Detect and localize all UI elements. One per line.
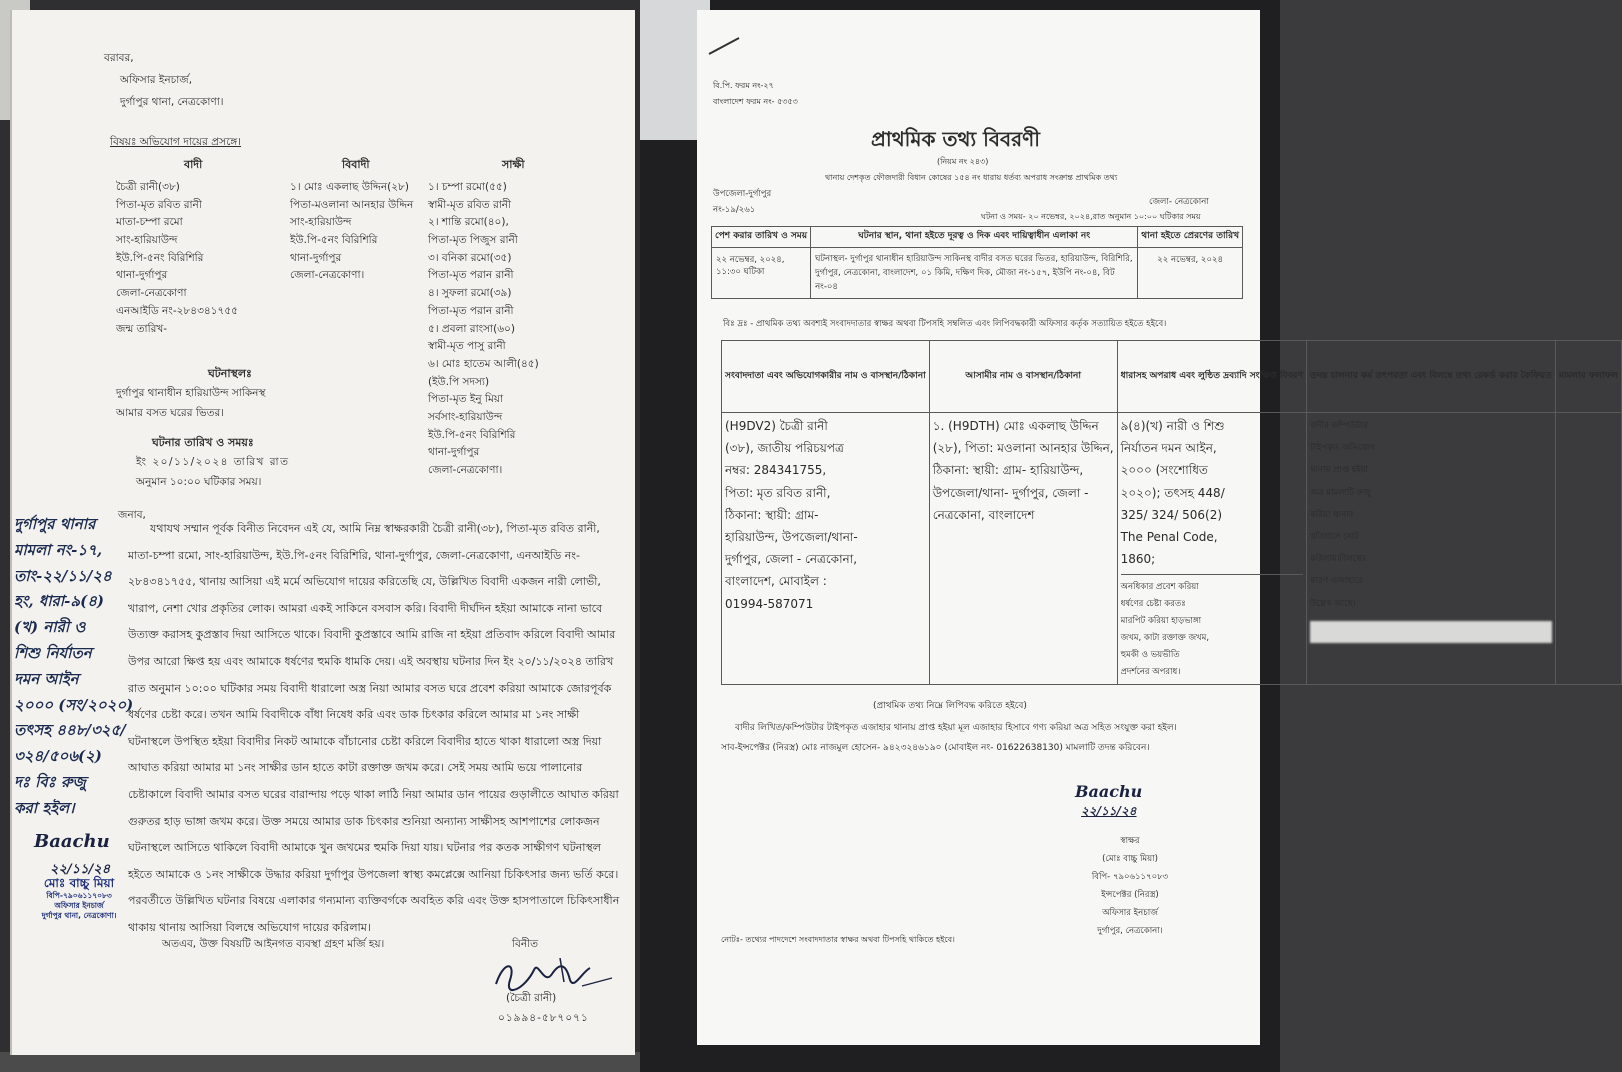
fir-page	[697, 10, 1618, 1045]
sakkhi-line: ইউ.পি-৫নং বিরিশিরি	[428, 428, 516, 441]
binito-label: বিনীত	[512, 938, 538, 950]
action-line: বাদীর কম্পিউটার	[1309, 421, 1369, 431]
offence-line: ধর্ষণের চেষ্টা করতঃ	[1120, 599, 1186, 610]
case-note-line: (খ) নারী ও	[14, 618, 86, 637]
offence-line: 325/ 324/ 506(2)	[1120, 507, 1223, 522]
table-header-cell: পেশ করার তারিখ ও সময়	[712, 227, 811, 248]
sakkhi-line: পিতা-মৃত পিজুস রানী	[428, 234, 518, 247]
after-table-note: (প্রাথমিক তথ্য নিম্নে লিপিবদ্ধ করিতে হইবে)	[873, 701, 1027, 711]
sakkhi-line: (ইউ.পি সদস্য)	[428, 375, 490, 388]
sakkhi-line: ৩। বনিকা রমো(৩৫)	[428, 251, 512, 264]
zila-label: জেলা- নেত্রকোনা	[1149, 197, 1209, 207]
sakkhi-line: ৫। প্রবলা রাংসা(৬০)	[428, 322, 515, 335]
case-note-line: তৎসহ ৪৪৮/৩২৫/	[14, 721, 126, 740]
ghotonasthol-label: ঘটনাস্থলঃ	[208, 367, 252, 380]
table-header-cell: সংবাদদাতা এবং অভিযোগকারীর নাম ও বাসস্থান/ঠিকানা	[722, 341, 930, 413]
closing-line: অতএব, উক্ত বিষয়টি আইনগত ব্যবস্থা গ্রহণ মর্জি হয়।	[162, 938, 385, 950]
informant-line: 01994-587071	[725, 596, 814, 611]
body-line: আঘাত করিয়া আমার মা ১নং সাক্ষীর ডান হাতে কাটা রক্তাক্ত জখম করে। সেই সময় আমি ভয়ে পালানোর	[128, 761, 583, 775]
offence-line: জখম, কাটা রক্তাক্ত জখম,	[1120, 633, 1210, 644]
case-number: নং-১৯/২৬১	[713, 205, 756, 215]
complaint-body	[128, 520, 619, 946]
badi-line: থানা-দুর্গাপুর	[116, 269, 168, 282]
informant-line: হারিয়াউন্দ, উপজেলা/থানা-	[725, 530, 858, 545]
offence-line: হুমকী ও ভয়ভীতি	[1120, 650, 1180, 661]
informant-line: দুর্গাপুর, জেলা - নেত্রকোনা,	[725, 552, 858, 567]
sakkhi-line: পিতা-মৃত পরান রানী	[428, 269, 514, 282]
sakkhi-line: ৪। সুফলা রমো(৩৯)	[428, 287, 512, 300]
date-time-line-2: অনুমান ১০:০০ ঘটিকার সময়।	[136, 476, 262, 488]
signature-block-line: স্বাক্ষর	[1120, 836, 1140, 846]
table-row	[722, 413, 1622, 685]
informant-line: পিতা: মৃত রবিত রানী,	[725, 485, 831, 500]
sakkhi-line: জেলা-নেত্রকোণা।	[428, 464, 503, 476]
offence-line: অনধিকার প্রবেশ করিয়া	[1120, 582, 1199, 593]
bibadi-line: ১। মোঃ একলাছ উদ্দিন(২৮)	[290, 181, 409, 193]
action-line: অত্র মামলাটি রুজু	[1309, 487, 1371, 498]
table-cell: ২২ নভেম্বর, ২০২৪	[1138, 247, 1243, 298]
janab-line: জনাব,	[118, 509, 146, 521]
incident-time-line: ঘটনা ও সময়- ২০ নভেম্বর, ২০২৪,রাত অনুমান ১০:০০ ঘটিকার সময়	[981, 212, 1201, 221]
oc-stamp-station: দুর্গাপুর থানা, নেত্রকোণা।	[41, 911, 117, 920]
offence-line: The Penal Code,	[1120, 530, 1218, 545]
case-note-line: দঃ বিঃ রুজু	[14, 772, 86, 791]
record-line-1: বাদীর লিখিত/কম্পিউটার টাইপকৃত এজাহার থানায় প্রাপ্ত হইয়া মূল এজাহার হিসাবে গণ্য করিয়া অত্র সহিত সংযুক্ত করা হইল।	[735, 723, 1177, 733]
informant-line: ঠিকানা: স্থায়ী: গ্রাম-	[725, 507, 819, 522]
accused-line: ১. (H9DTH) মোঃ একলাছ উদ্দিন	[932, 419, 1099, 433]
salutation: বরাবর,	[104, 52, 134, 64]
fir-title: প্রাথমিক তথ্য বিবরণী	[871, 127, 1040, 151]
action-cell	[1306, 413, 1555, 685]
body-line: হইতে আমাকে ও ১নং সাক্ষীকে উদ্ধার করিয়া দুর্গাপুর উপজেলা স্বাস্থ্য কমপ্লেক্সে আনিয়া চিকিৎসার জন্য ভর্তি করে।	[128, 867, 619, 881]
fir-place-table	[711, 226, 1243, 299]
informant-line: বাংলাদেশ, মোবাইল :	[725, 574, 827, 589]
offence-line: 1860;	[1120, 552, 1156, 567]
offence-line: নির্যাতন দমন আইন,	[1120, 441, 1217, 456]
action-line: করিলাম।বিলম্বের	[1309, 554, 1367, 565]
table-header-cell: থানা হইতে প্রেরণের তারিখ	[1138, 227, 1243, 248]
table-cell: ঘটনাস্থল- দুর্গাপুর থানাধীন হারিয়াউন্দ সাকিনস্থ বাদীর বসত ঘরের ভিতর, হারিয়াউন্দ, বিরিশিরি, দুর্গাপুর, নেত্রকোনা, বাংলাদেশ, ০১ কিমি, দক্ষিণ দিক, মৌজা নং-১৫৭, ইউপি নং-০৪, বিট নং-০৪	[811, 247, 1138, 298]
body-line: ধর্ষণের চেষ্টা করে। তখন আমি বিবাদীকে বাঁধা নিষেধ করি এবং ডাক চিৎকার করিলে আমার মা ১নং সাক্ষী	[128, 708, 580, 722]
badi-details	[116, 179, 238, 338]
action-line: উল্লেখ আছে।	[1309, 598, 1356, 609]
handwritten-case-note	[14, 512, 133, 822]
fir-law-line: থানায় দেশকৃত ফৌজদারী বিধান কোষের ১৫৪ নং ধারায় ধর্তব্য অপরাধ সংক্রান্ত প্রাথমিক তথ্য	[825, 173, 1118, 182]
accused-cell	[929, 413, 1117, 685]
offence-line: ২০০০ (সংশোধিত	[1120, 463, 1208, 478]
action-line: খতিয়ানে নোট	[1309, 532, 1359, 543]
oc-signature-date: ২২/১১/২৪	[50, 862, 111, 877]
bibadi-line: পিতা-মওলানা আনহার উদ্দিন	[290, 198, 414, 211]
offence-cell	[1117, 413, 1306, 685]
accused-line: ঠিকানা: স্থায়ী: গ্রাম- হারিয়াউন্দ,	[932, 463, 1084, 478]
offence-line: মারপিট করিয়া হাড়ভাঙ্গা	[1120, 616, 1202, 627]
sakkhi-line: ৬। মোঃ হাতেম আলী(৪৫)	[428, 357, 539, 370]
table-header-cell: ধারাসহ অপরাধ এবং লুন্ঠিত দ্রব্যাদি সংক্ষিপ্ত বিবরণ	[1117, 341, 1306, 413]
case-note-line: মামলা নং-১৭,	[14, 540, 103, 559]
body-line: উপর আরো ক্ষিপ্ত হয় এবং আমাকে ধর্ষণের হুমকি ধামকি দেয়। এই অবস্থায় ঘটনার দিন ইং ২০/১১/২০২৪ তারিখ	[128, 654, 614, 668]
body-line: মাতা-চম্পা রমো, সাং-হারিয়াউন্দ, ইউ.পি-৫নং বিরিশিরি, থানা-দুর্গাপুর, জেলা-নেত্রকোণা, এনআইডি নং-	[128, 548, 580, 562]
badi-line: পিতা-মৃত রবিত রানী	[116, 198, 202, 211]
table-cell: ২২ নভেম্বর, ২০২৪, ১১:৩০ ঘটিকা	[712, 247, 811, 298]
accused-line: (২৮), পিতা: মওলানা আনহার উদ্দিন,	[932, 441, 1114, 456]
signature-block-line: অফিসার ইনচার্জ	[1102, 908, 1158, 918]
bibadi-details	[290, 179, 413, 285]
table-header-cell: ঘটনার স্থান, থানা হইতে দূরত্ব ও দিক এবং দায়িত্বাধীন এলাকা নং	[811, 227, 1138, 248]
case-note-line: ২০০০ (সং/২০২০)	[14, 695, 134, 714]
oc-signature: Baachu	[34, 831, 110, 852]
body-line: চেষ্টাকালে বিবাদী আমার বসত ঘরের বারান্দায় পড়ে থাকা লাঠি নিয়া আমার ডান পায়ের গুড়ালীতে আঘাত করিয়া	[128, 787, 619, 801]
signature-block-line: বিপি- ৭৯০৬১১৭০৮৩	[1091, 872, 1169, 882]
accused-line: উপজেলা/থানা- দুর্গাপুর, জেলা -	[932, 485, 1089, 500]
body-line: ঘটনাস্থলে উপস্থিত হইয়া বিবাদীর নিকট আমাকে বাঁচানোর চেষ্টা করিলে বিবাদীর হাতে থাকা ধারালো অস্ত্র দিয়া	[128, 734, 602, 748]
oc-stamp-rank: অফিসার ইনচার্জ	[54, 901, 104, 910]
fir-details-table	[721, 340, 1622, 685]
table-header-row	[722, 341, 1622, 413]
badi-line: এনআইডি নং-২৮৪৩৪১৭৫৫	[116, 304, 238, 317]
oc-stamp	[24, 876, 134, 921]
offence-line: ২০২০); তৎসহ 448/	[1120, 485, 1225, 500]
badi-line: জেলা-নেত্রকোণা	[116, 287, 187, 300]
case-note-line: ৩২৪/৫০৬(২)	[14, 747, 102, 766]
date-time-label: ঘটনার তারিখ ও সময়ঃ	[152, 436, 254, 449]
signer-name: (চৈত্রী রানী)	[506, 992, 557, 1004]
badi-line: ইউ.পি-৫নং বিরিশিরি	[116, 251, 204, 264]
redacted-area	[1310, 621, 1552, 643]
case-note-line: দমন আইন	[14, 669, 79, 688]
offence-description	[1121, 574, 1303, 681]
case-note-line: তাং-২২/১১/২৪	[14, 566, 112, 585]
ghotonasthol-line-1: দুর্গাপুর থানাধীন হারিয়াউন্দ সাকিনস্থ	[116, 387, 266, 399]
signature-block-line: দুর্গাপুর, নেত্রকোনা।	[1097, 926, 1163, 936]
bibadi-line: জেলা-নেত্রকোণা।	[290, 269, 365, 282]
action-line: টাইপকৃত অভিযোগ	[1309, 443, 1375, 454]
pen-mark-icon	[707, 34, 743, 58]
subject-line: বিষয়ঃ অভিযোগ দায়ের প্রসঙ্গে।	[110, 136, 242, 148]
table-header-cell: তদন্ত চালনার কর্ম তৎপরতা এবং বিলম্বে তথ্য রেকর্ড করার কৈফিয়ত	[1306, 341, 1555, 413]
sakkhi-line: থানা-দুর্গাপুর	[428, 446, 480, 459]
fir-subtitle: (নিয়ম নং ২৪৩)	[937, 157, 989, 166]
oc-stamp-name: মোঃ বাচ্চু মিয়া	[43, 876, 115, 890]
result-cell	[1555, 413, 1621, 685]
accused-line: নেত্রকোনা, বাংলাদেশ	[932, 507, 1035, 522]
informant-cell	[722, 413, 930, 685]
case-note-line: শিশু নির্যাতন	[14, 643, 92, 662]
informant-line: (৩৮), জাতীয় পরিচয়পত্র	[725, 441, 844, 456]
informant-line: (H9DV2) চৈত্রী রানী	[725, 419, 828, 433]
offence-line: ৯(৪)(খ) নারী ও শিশু	[1120, 419, 1225, 433]
sakkhi-line: সর্বসাং-হারিয়াউন্দ	[428, 410, 503, 423]
table-header-cell: মামলার ফলাফল	[1555, 341, 1621, 413]
complaint-letter-page	[10, 10, 635, 1055]
bibadi-line: ইউ.পি-৫নং বিরিশিরি	[290, 234, 378, 247]
badi-line: সাং-হারিয়াউন্দ	[116, 234, 178, 247]
body-line: যথাযথ সম্মান পূর্বক বিনীত নিবেদন এই যে, আমি নিম্ন স্বাক্ষরকারী চৈত্রী রানী(৩৮), পিতা-মৃত রবিত রানী,	[150, 522, 600, 535]
column-header-sakkhi: সাক্ষী	[502, 158, 525, 171]
informant-line: নম্বর: 284341755,	[725, 463, 827, 478]
left-bottom-surface	[0, 1052, 640, 1072]
badi-line: চৈত্রী রানী(৩৮)	[116, 181, 180, 193]
body-line: খারাপ, নেশা খোর প্রকৃতির লোক। আমরা একই সাকিনে বসবাস করি। বিবাদী দীর্ঘদিন হইয়া আমাকে নানা ভাবে	[128, 601, 603, 615]
badi-line: জন্ম তারিখ-	[116, 322, 168, 335]
fir-footnote: নোটঃ- তথ্যের পাদদেশে সংবাদদাতার স্বাক্ষর অথবা টিপসহি থাকিতে হইবে।	[721, 935, 955, 944]
case-note-line: হং, ধারা-৯(৪)	[14, 592, 105, 611]
case-note-line: করা হইল।	[14, 798, 75, 817]
sakkhi-line: ২। শান্তি রমো(৪০),	[428, 216, 509, 229]
sakkhi-line: স্বামী-মৃত পাসু রানী	[428, 340, 506, 353]
form-number: বি.পি. ফরম নং-২৭	[713, 81, 774, 90]
body-line: ঘটনাস্থলে আসিতে থাকিলে বিবাদী আমাকে খুন জখমের হুমকি দিয়া যায়। ঘটনার পর কতক সাক্ষীগণ ঘটনাস্থল	[128, 841, 601, 855]
body-line: ২৮৪৩৪১৭৫৫, থানায় আসিয়া এই মর্মে অভিযোগ দায়ের করিতেছি যে, উল্লিখিত বিবাদী একজন নারী লোভী,	[128, 575, 601, 589]
oc-signature-right: Baachu	[1075, 782, 1143, 801]
bd-form-number: বাংলাদেশ ফরম নং- ৫৩৫৩	[713, 97, 798, 106]
addressee-line-2: দুর্গাপুর থানা, নেত্রকোণা।	[120, 96, 224, 108]
table-header-cell: আসামীর নাম ও বাসস্থান/ঠিকানা	[929, 341, 1117, 413]
body-line: রাত অনুমান ১০:০০ ঘটিকার সময় বিবাদী ধারালো অস্ত্র নিয়া আমার বসত ঘরে প্রবেশ করিয়া আমাকে জোরপূর্বক	[128, 681, 612, 695]
badi-line: মাতা-চম্পা রমো	[116, 216, 183, 229]
body-line: থাকায় থানায় আসিয়া বিলম্বে অভিযোগ দায়ের করিলাম।	[128, 920, 371, 934]
addressee-line-1: অফিসার ইনচার্জ,	[120, 74, 193, 86]
date-time-line-1: ইং ২০/১১/২০২৪ তারিখ রাত	[136, 456, 290, 468]
body-line: পরবর্তীতে উল্লিখিত ঘটনার বিষয়ে এলাকার গন্যমান্য ব্যক্তিবর্গকে অবহিত করি এবং উক্ত হাসপাতালে চিকিৎসাধীন	[128, 894, 620, 908]
ghotonasthol-line-2: আমার বসত ঘরের ভিতর।	[116, 407, 225, 419]
fir-note: বিঃ দ্রঃ - প্রাথমিক তথ্য অবশ্যই সংবাদদাতার স্বাক্ষর অথবা টিপসহি সম্বলিত এবং লিপিবদ্ধকারী অফিসার কর্তৃক সত্যায়িত হইতে হইবে।	[723, 319, 1167, 329]
signature-block-line: ইন্সপেক্টর (নিরস্ত্র)	[1101, 890, 1159, 900]
table-row	[712, 247, 1243, 298]
sakkhi-line: ১। চম্পা রমো(৫৫)	[428, 181, 507, 193]
action-line: থানায় প্রাপ্ত হইয়া	[1309, 465, 1369, 476]
table-header-row	[712, 227, 1243, 248]
action-line: কারণ এজাহারে	[1309, 576, 1363, 587]
sakkhi-line: পিতা-মৃত ইনু মিয়া	[428, 393, 504, 406]
record-line-2: সাব-ইন্সপেক্টর (নিরস্ত্র) মোঃ নাজমুল হোসেন- ৯৪২৩২৪৬১৯০ (মোবাইল নং- 01622638130) মামলাটি তদন্ত করিবেন।	[721, 743, 1150, 753]
case-note-line: দুর্গাপুর থানার	[14, 515, 96, 533]
sakkhi-line: স্বামী-মৃত রবিত রানী	[428, 198, 512, 211]
sakkhi-line: পিতা-মৃত পরান রানী	[428, 304, 514, 317]
body-line: গুরুতর হাড় ভাঙ্গা জখম করে। উক্ত সময়ে আমার ডাক চিৎকার শুনিয়া অন্যান্য সাক্ষীসহ আশপাশের লোকজন	[128, 814, 600, 828]
column-header-bibadi: বিবাদী	[342, 158, 370, 171]
oc-signature-date-right: ২২/১১/২৪	[1081, 804, 1137, 818]
oc-stamp-bp: বিপি-৭৯০৬১১৭০৮৩	[46, 891, 112, 900]
bibadi-line: থানা-দুর্গাপুর	[290, 251, 342, 264]
body-line: উত্যক্ত করাসহ কুপ্রস্তাব দিয়া আসিতে থাকে। বিবাদী কুপ্রস্তাবে আমি রাজি না হইয়া প্রতিবাদ করিলে বিবাদী আমার	[128, 628, 616, 642]
column-header-badi: বাদী	[184, 158, 203, 171]
sakkhi-details	[428, 179, 539, 480]
signer-phone: ০১৯৯৪-৫৮৭০৭১	[498, 1012, 589, 1024]
upazila-label: উপজেলা-দুর্গাপুর	[713, 189, 772, 199]
signature-block-line: (মোঃ বাচ্চু মিয়া)	[1102, 854, 1158, 864]
signature-block	[1075, 832, 1185, 940]
action-line: করিয়া থানার	[1309, 509, 1354, 520]
offence-line: প্রদর্শনের অপরাধ।	[1120, 667, 1181, 678]
bibadi-line: সাং-হারিয়াউন্দ	[290, 216, 352, 229]
